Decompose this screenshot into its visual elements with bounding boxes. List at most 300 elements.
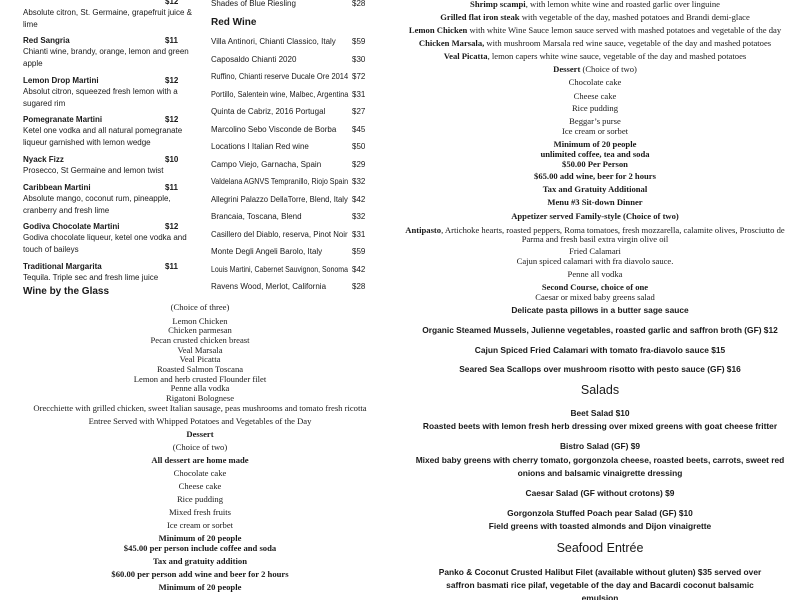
menu-line-text: Fried Calamari <box>569 246 621 256</box>
menu-line-content <box>444 52 747 61</box>
wine-name-content: Shades of Blue Riesling <box>211 0 296 8</box>
menu-line-text: Roasted Salmon Toscana <box>156 364 244 374</box>
wine-name-content: Brancaia, Toscana, Blend <box>211 212 302 221</box>
cocktail-price <box>165 263 189 271</box>
menu-line-content <box>33 404 366 413</box>
cocktail-description-content: Godiva chocolate liqueur, ketel one vodka and <box>23 233 187 242</box>
cocktail-name <box>23 184 159 192</box>
cocktail-price <box>165 184 189 192</box>
cocktail-description-content: Prosecco, St Germaine and lemon twist <box>23 166 164 175</box>
menu-line <box>4 303 396 312</box>
menu-line-content <box>159 583 242 592</box>
menu-line-content: Bistro Salad (GF) $9 <box>559 441 641 451</box>
menu-line <box>404 581 796 589</box>
menu-line <box>404 365 796 373</box>
cocktail-description <box>23 139 196 147</box>
wine-name <box>211 38 348 46</box>
menu-line-content <box>173 443 227 452</box>
menu-line <box>394 117 796 126</box>
menu-line-bold: $50.00 Per Person <box>562 159 628 169</box>
menu-line-text: Ice cream or sorbet <box>166 520 234 530</box>
cocktail-price <box>165 37 189 45</box>
wine-price <box>352 248 374 256</box>
menu-line-text: Veal Marsala <box>177 345 223 355</box>
menu-line-bold: All dessert are home made <box>151 455 249 465</box>
wine-price <box>352 0 374 8</box>
menu-line-content: Organic Steamed Mussels, Julienne vegetables, roasted garlic and saffron broth (GF) $12 <box>422 325 778 335</box>
cocktail-description <box>23 195 196 203</box>
menu-line <box>4 336 396 345</box>
menu-line <box>4 456 396 465</box>
menu-line-content: Caesar Salad (GF without crotons) $9 <box>525 488 675 498</box>
menu-line-content <box>440 13 750 22</box>
cocktail-price-content: $11 <box>165 183 178 192</box>
menu-line <box>4 508 396 517</box>
cocktail-price-content: $12 <box>165 115 179 124</box>
menu-line-content: Seared Sea Scallops over mushroom risotto with pesto sauce (GF) $16 <box>459 364 741 374</box>
menu-line-bold: Tax and gratuity addition <box>152 556 247 566</box>
cocktail-description <box>23 21 196 29</box>
menu-line-content <box>572 104 618 113</box>
cocktail-price-content: $11 <box>165 36 178 45</box>
cocktail-name <box>23 263 159 271</box>
menu-line-text: (Choice of two) <box>172 442 228 452</box>
wine-name <box>211 283 348 291</box>
menu-line-content: Roasted beets with lemon fresh herb dressing over mixed greens with goat cheese fritter <box>422 421 778 431</box>
wine-price-content: $32 <box>352 212 366 221</box>
menu-line-text: (Choice of two) <box>580 64 637 74</box>
wine-price-content: $28 <box>352 0 366 8</box>
menu-line-content: Beet Salad $10 <box>570 408 630 418</box>
menu-line <box>394 26 796 35</box>
menu-line-text: with vegetable of the day, mashed potatoes and Brandi demi-glace <box>519 12 750 22</box>
menu-line-content <box>167 521 233 530</box>
menu-line <box>394 160 796 169</box>
menu-line-content <box>177 495 223 504</box>
wine-price-content: $59 <box>352 247 366 256</box>
cocktail-name <box>23 116 159 124</box>
menu-line-content <box>470 0 720 9</box>
menu-line <box>404 442 796 450</box>
menu-line <box>404 346 796 354</box>
dinner-menu <box>400 302 800 600</box>
cocktail-description-content: Absolut citron, squeezed fresh lemon with a <box>23 87 178 96</box>
menu-line-content <box>540 150 649 159</box>
menu-line <box>394 65 796 74</box>
menu-line <box>4 417 396 426</box>
wine-price-content: $31 <box>352 229 366 239</box>
cocktail-description-content: touch of baileys <box>23 244 79 254</box>
menu-line-text: Lemon Chicken <box>172 316 228 326</box>
menu-line <box>394 172 796 181</box>
cocktail-description <box>23 207 196 215</box>
wine-price <box>352 266 374 274</box>
wine-name-content: Caposaldo Chianti 2020 <box>211 54 297 64</box>
menu-line-text: Chicken parmesan <box>168 325 232 335</box>
cocktail-name-content: Traditional Margarita <box>23 262 102 271</box>
menu-line-content <box>542 283 648 292</box>
cocktail-price-content: $10 <box>165 155 179 164</box>
prix-fixe-menu <box>0 302 400 600</box>
menu-line <box>404 509 796 517</box>
menu-line-content <box>174 469 227 478</box>
menu-line <box>394 270 796 279</box>
menu-line <box>404 568 796 576</box>
cocktail-price-content: $11 <box>165 262 178 271</box>
cocktail-description <box>23 274 196 282</box>
wine-name <box>211 178 348 186</box>
cocktail-description-content: lime <box>23 19 38 29</box>
menu-line-content <box>535 293 655 302</box>
cocktail-description <box>23 88 196 96</box>
wine-name-content: Marcolino Sebo Visconde de Borba <box>211 124 337 134</box>
menu-line <box>404 409 796 417</box>
wine-name-content: Ruffino, Chianti reserve Ducale Ore 2014 <box>211 72 349 81</box>
menu-line <box>4 394 396 403</box>
menu-line-content <box>569 117 621 126</box>
menu-line <box>404 422 796 430</box>
menu-line-content <box>562 160 628 169</box>
menu-line-text: Caesar or mixed baby greens salad <box>535 292 655 302</box>
wine-price <box>352 196 374 204</box>
menu-line <box>4 583 396 592</box>
section-heading-content: Salads <box>580 383 620 397</box>
wine-name <box>211 56 348 64</box>
menu-line-bold: Tax and Gratuity Additional <box>542 184 648 194</box>
menu-line-text: Lemon and herb crusted Flounder filet <box>133 374 267 384</box>
menu-line-content <box>159 534 242 543</box>
menu-line <box>394 235 796 244</box>
cocktail-name-content: Nyack Fizz <box>23 155 64 164</box>
cocktail-name <box>23 77 159 85</box>
wine-price-content: $32 <box>352 177 366 186</box>
menu-line <box>4 355 396 364</box>
menu-line-bold: Lemon Chicken <box>408 25 468 35</box>
menu-line <box>394 78 796 87</box>
menu-line <box>4 384 396 393</box>
menu-line-bold: $65.00 add wine, beer for 2 hours <box>534 171 656 181</box>
wine-name <box>211 91 348 99</box>
menu-line <box>394 0 796 9</box>
menu-line-content: Panko & Coconut Crusted Halibut Filet (available without gluten) $35 served over <box>438 567 762 577</box>
wine-name <box>211 108 348 116</box>
menu-line <box>394 185 796 194</box>
wine-name <box>211 73 348 81</box>
wine-name <box>211 248 348 256</box>
menu-line-text: Orecchiette with grilled chicken, sweet Italian sausage, peas mushrooms and tomato fresh ricotta <box>33 403 367 413</box>
wine-name <box>211 143 348 151</box>
wine-name-content: Monte Degli Angeli Barolo, Italy <box>211 247 323 256</box>
menu-line-bold: Minimum of 20 people <box>553 139 637 149</box>
menu-line-text: Beggar’s purse <box>569 116 621 126</box>
cocktail-description <box>23 9 196 17</box>
wine-name-content: Valdelana AGNVS Tempranillo, Riojo Spain <box>211 177 349 186</box>
menu-line-content <box>522 235 669 244</box>
cocktail-description <box>23 100 196 108</box>
menu-line-bold: Dessert <box>553 64 581 74</box>
wine-name-content: Portillo, Salentein wine, Malbec, Argentina <box>211 89 349 99</box>
wine-price-content: $42 <box>352 194 366 204</box>
menu-line <box>404 456 796 464</box>
menu-line-content <box>554 140 637 149</box>
cocktail-menu <box>0 0 200 302</box>
menu-line <box>404 489 796 497</box>
wine-name <box>211 196 348 204</box>
menu-line-content <box>562 127 628 136</box>
menu-line-content <box>419 39 771 48</box>
menu-line-content <box>150 336 249 345</box>
menu-line-content <box>166 394 234 403</box>
wine-name-content: Villa Antinori, Chianti Classico, Italy <box>211 37 336 46</box>
menu-line-text: Rigatoni Bolognese <box>165 393 235 403</box>
cocktail-price <box>165 0 189 6</box>
menu-line-content: Gorgonzola Stuffed Poach pear Salad (GF) $10 <box>507 508 693 518</box>
menu-line-bold: Minimum of 20 people <box>158 533 242 543</box>
cocktail-price <box>165 223 189 231</box>
menu-line-text: Rice pudding <box>176 494 224 504</box>
cocktail-name-content: Caribbean Martini <box>23 183 91 192</box>
cocktail-description-content: Absolute mango, coconut rum, pineapple, <box>23 194 171 203</box>
cocktail-price <box>165 156 189 164</box>
cocktail-description-content: Ketel one vodka and all natural pomegranate <box>23 126 183 135</box>
wine-price <box>352 283 374 291</box>
wine-price <box>352 178 374 186</box>
menu-line <box>394 247 796 256</box>
wine-name <box>211 231 348 239</box>
menu-line <box>4 534 396 543</box>
red-wine-heading <box>211 18 331 28</box>
menu-line <box>404 594 796 600</box>
menu-line-content <box>568 270 623 279</box>
menu-line <box>4 430 396 439</box>
wine-name-content: Locations I Italian Red wine <box>211 142 309 151</box>
menu-line-bold: Minimum of 20 people <box>158 582 242 592</box>
wine-price <box>352 91 374 99</box>
cocktail-description-content: Absolute citron, St. Germaine, grapefruit juice & <box>23 8 192 17</box>
menu-line-text: Penne all vodka <box>567 269 623 279</box>
menu-line-text: Pecan crusted chicken breast <box>150 335 250 345</box>
menu-line <box>394 283 796 292</box>
wine-price <box>352 231 374 239</box>
wine-list <box>200 0 390 302</box>
menu-line-content <box>409 26 781 35</box>
wine-price <box>352 73 374 81</box>
menu-line <box>4 544 396 553</box>
menu-line-text: , with lemon white wine and roasted garlic over linguine <box>525 0 720 9</box>
menu-line-content <box>517 257 674 266</box>
wine-price-content: $72 <box>352 72 366 81</box>
wine-price <box>352 143 374 151</box>
menu-line-content: Mixed baby greens with cherry tomato, gorgonzola cheese, roasted beets, carrots, sweet red <box>415 455 785 465</box>
cocktail-name <box>23 156 159 164</box>
menu-line-text: Ice cream or sorbet <box>561 126 629 136</box>
menu-line <box>394 104 796 113</box>
menu-line-bold: $45.00 per person include coffee and soda <box>123 543 277 553</box>
menu-line-content <box>511 212 679 221</box>
menu-line-bold: Chicken Marsala, <box>418 38 485 48</box>
red-wine-heading-content: Red Wine <box>211 17 257 28</box>
menu-line-text: , Artichoke hearts, roasted peppers, Roma tomatoes, fresh mozzarella, calamite olives, Prosciutto de <box>441 225 785 235</box>
menu-line <box>4 443 396 452</box>
menu-line-text: Veal Picatta <box>179 354 221 364</box>
menu-line <box>394 52 796 61</box>
cocktail-description <box>23 60 196 68</box>
menu-line <box>394 293 796 302</box>
menu-line-text: Cajun spiced calamari with fra diavolo sauce. <box>516 256 674 266</box>
menu-line-content: emulsion <box>581 593 619 600</box>
menu-line-content <box>171 303 230 312</box>
cocktail-description-content: Chianti wine, brandy, orange, lemon and green <box>23 47 189 56</box>
cocktail-description-content: sugared rim <box>23 98 66 108</box>
menu-line <box>404 469 796 477</box>
menu-line <box>4 365 396 374</box>
wine-by-glass-heading <box>23 287 193 297</box>
menu-line <box>394 150 796 159</box>
wine-name-content: Campo Viejo, Garnacha, Spain <box>211 159 322 169</box>
menu-line-content <box>111 570 288 579</box>
menu-line-bold: $60.00 per person add wine and beer for 2 hours <box>111 569 289 579</box>
menu-line <box>4 495 396 504</box>
menu-line <box>394 212 796 221</box>
wine-name <box>211 0 347 8</box>
wine-name <box>211 126 348 134</box>
menu-line <box>394 92 796 101</box>
menu-line-content <box>569 247 621 256</box>
menu-line-content <box>186 430 213 439</box>
wine-price <box>352 161 374 169</box>
wine-price <box>352 126 374 134</box>
menu-line-text: Cheese cake <box>573 91 617 101</box>
menu-line-content: Field greens with toasted almonds and Dijon vinaigrette <box>488 521 712 531</box>
menu-line-text: (Choice of three) <box>170 302 230 312</box>
cocktail-price-content: $12 <box>165 76 179 85</box>
wine-name-content: Louis Martini, Cabernet Sauvignon, Sonoma <box>211 264 348 274</box>
cocktail-name-content: Godiva Chocolate Martini <box>23 222 120 231</box>
menu-line-content <box>169 508 231 517</box>
wine-name-content: Quinta de Cabriz, 2016 Portugal <box>211 107 326 116</box>
menu-line-content: Cajun Spiced Fried Calamari with tomato fra-diavolo sauce $15 <box>474 345 726 355</box>
cocktail-description <box>23 167 196 175</box>
wine-price-content: $50 <box>352 142 366 151</box>
menu-line <box>4 521 396 530</box>
menu-line-bold: Antipasto <box>405 225 442 235</box>
menu-line-bold: Second Course, choice of one <box>541 282 649 292</box>
cocktail-price <box>165 77 189 85</box>
menu-line <box>404 326 796 334</box>
cocktail-description-content: Tequila. Triple sec and fresh lime juice <box>23 273 159 282</box>
cocktail-description <box>23 127 196 135</box>
menu-line <box>394 198 796 207</box>
menu-line-text: Parma and fresh basil extra virgin olive oil <box>521 234 669 244</box>
wine-price <box>352 38 374 46</box>
menu-line-text: , lemon capers white wine sauce, vegetable of the day and mashed potatoes <box>487 51 747 61</box>
menu-line-bold: Menu #3 Sit-down Dinner <box>547 197 643 207</box>
cocktail-name <box>23 37 159 45</box>
cocktail-description-content: apple <box>23 58 43 68</box>
menu-line <box>404 522 796 530</box>
wine-price-content: $31 <box>352 89 366 99</box>
menu-line-text: with mushroom Marsala red wine sauce, vegetable of the day and mashed potatoes <box>484 38 772 48</box>
menu-line-content <box>574 92 617 101</box>
wine-name-content: Allegrini Palazzo DellaTorre, Blend, Italy <box>211 194 348 204</box>
menu-line-bold: Grilled flat iron steak <box>440 12 520 22</box>
menu-line-content <box>153 557 247 566</box>
menu-line <box>4 326 396 335</box>
menu-line-content <box>547 198 642 207</box>
section-heading-content: Seafood Entrée <box>556 541 644 555</box>
menu-line-bold: unlimited coffee, tea and soda <box>540 149 650 159</box>
menu-line-content <box>168 326 232 335</box>
wine-name <box>211 213 348 221</box>
menu-line <box>4 404 396 413</box>
menu-line-text: Chocolate cake <box>173 468 227 478</box>
wine-price <box>352 108 374 116</box>
wine-price-content: $27 <box>352 107 366 116</box>
menu-line-bold: Appetizer served Family-style (Choice of two) <box>511 211 679 221</box>
menu-line <box>394 39 796 48</box>
wine-name <box>211 161 348 169</box>
menu-line-content <box>157 365 243 374</box>
menu-line-bold: Dessert <box>186 429 214 439</box>
wine-price-content: $42 <box>352 264 366 274</box>
wine-price-content: $29 <box>352 159 366 169</box>
cocktail-description-content: liqueur garnished with lemon wedge <box>23 137 151 147</box>
menu-line <box>394 13 796 22</box>
wine-price-content: $59 <box>352 37 366 46</box>
menu-line <box>4 469 396 478</box>
cocktail-description-content: cranberry and fresh lime <box>23 205 110 215</box>
menu-line <box>4 570 396 579</box>
menu-line <box>4 557 396 566</box>
wine-by-glass-heading-content: Wine by the Glass <box>23 286 110 297</box>
menu-line <box>394 257 796 266</box>
menu-line-content <box>569 78 622 87</box>
cocktail-description <box>23 234 196 242</box>
menu-line <box>4 482 396 491</box>
menu-line-content <box>179 482 222 491</box>
menu-line-content <box>553 65 637 74</box>
menu-line-bold: Veal Picatta <box>443 51 488 61</box>
menu-line-text: Entree Served with Whipped Potatoes and Vegetables of the Day <box>88 416 312 426</box>
cocktail-name-content: Red Sangria <box>23 36 70 45</box>
section-heading <box>404 384 796 397</box>
cocktail-description <box>23 246 196 254</box>
wine-price <box>352 213 374 221</box>
menu-line-content <box>151 456 248 465</box>
menu-line-bold: Shrimp scampi <box>470 0 526 9</box>
menu-line-content <box>171 384 230 393</box>
wine-name-content: Casillero del Diablo, reserva, Pinot Noir <box>211 229 348 239</box>
wine-price-content: $30 <box>352 54 366 64</box>
menu-line-content <box>180 355 221 364</box>
cocktail-name-content: Lemon Drop Martini <box>23 76 99 85</box>
menu-line-text: Mixed fresh fruits <box>168 507 232 517</box>
cocktail-price <box>165 116 189 124</box>
menu-line <box>404 306 796 314</box>
wine-name <box>211 266 348 274</box>
menu-line-content <box>534 172 656 181</box>
menu-line-content: onions and balsamic vinaigrette dressing <box>517 468 683 478</box>
menu-line-content: Delicate pasta pillows in a butter sage sauce <box>511 305 689 315</box>
menu-line-content <box>89 417 312 426</box>
wine-price-content: $45 <box>352 124 366 134</box>
menu-line-content <box>124 544 276 553</box>
cocktail-price-content: $12 <box>165 0 179 6</box>
menu-line-content: saffron basmati rice pilaf, vegetable of the day and Bacardi coconut balsamic <box>446 580 754 590</box>
menu-line-text: Penne alla vodka <box>170 383 230 393</box>
menu-line-text: Rice pudding <box>571 103 619 113</box>
cocktail-description <box>23 48 196 56</box>
